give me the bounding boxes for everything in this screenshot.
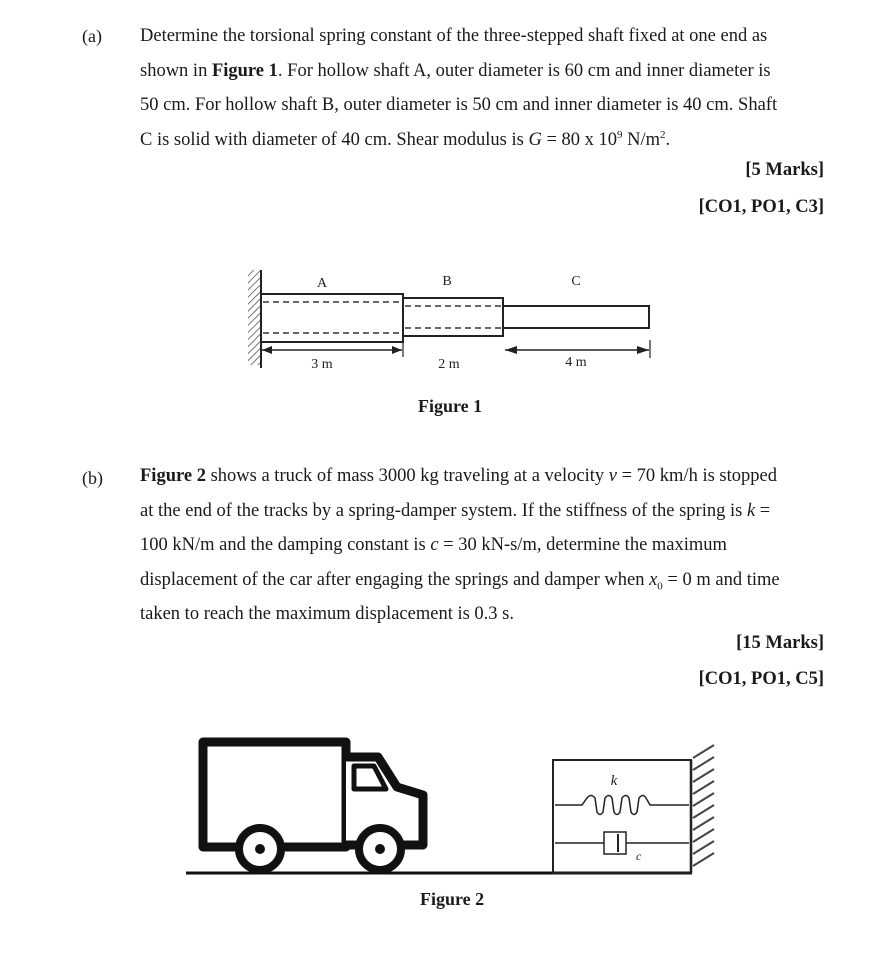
part-b-label: (b) <box>82 468 103 488</box>
dim-b-label: 2 m <box>438 357 460 372</box>
bumper-plate <box>553 760 691 873</box>
part-b-line-5: taken to reach the maximum displacement is 0.3 s. <box>140 604 515 624</box>
part-b-line-1: Figure 2 shows a truck of mass 3000 kg traveling at a velocity v = 70 km/h is stopped <box>140 466 777 486</box>
part-b-line-3: 100 kN/m and the damping constant is c = 30 kN-s/m, determine the maximum <box>140 535 727 555</box>
part-b-co: [CO1, PO1, C5] <box>698 669 824 689</box>
part-a-line-4: C is solid with diameter of 40 cm. Shear modulus is G = 80 x $10^9$ $N/m^2$. <box>140 128 671 150</box>
part-a-line-2: shown in Figure 1. For hollow shaft A, outer diameter is 60 cm and inner diameter is <box>140 60 771 81</box>
spring-label: k <box>610 773 618 789</box>
part-a-marks: [5 Marks] <box>745 160 824 180</box>
spring <box>555 796 689 815</box>
dim-a-label: 3 m <box>311 357 333 372</box>
dim-c-label: 4 m <box>565 355 587 370</box>
part-b-line-4: displacement of the car after engaging the springs and damper when $x_0 = 0$ m and time <box>140 569 780 593</box>
truck-front-hub <box>375 844 385 854</box>
part-b-line-2: at the end of the tracks by a spring-damper system. If the stiffness of the spring is k = <box>140 500 771 521</box>
figure-2-caption: Figure 2 <box>420 889 485 909</box>
shaft-a-label: A <box>316 276 328 291</box>
figure-1-caption: Figure 1 <box>418 396 483 416</box>
damper-label: c <box>636 849 642 863</box>
figure-1-ref: Figure 1 <box>211 60 278 81</box>
shaft-c-label: C <box>571 274 581 289</box>
wall-hatching <box>693 745 714 866</box>
part-b-marks: [15 Marks] <box>736 633 824 653</box>
damper-cylinder <box>604 832 626 854</box>
part-a-line-1: Determine the torsional spring constant of the three-stepped shaft fixed at one end as <box>140 26 768 46</box>
part-a-co: [CO1, PO1, C3] <box>698 197 824 217</box>
part-a-line-3: 50 cm. For hollow shaft B, outer diameter is 50 cm and inner diameter is 40 cm. Shaft <box>140 95 778 115</box>
shaft-b-label: B <box>442 274 452 289</box>
truck-rear-hub <box>255 844 265 854</box>
figure-2-ref: Figure 2 <box>140 466 206 486</box>
part-a-label: (a) <box>82 26 102 46</box>
